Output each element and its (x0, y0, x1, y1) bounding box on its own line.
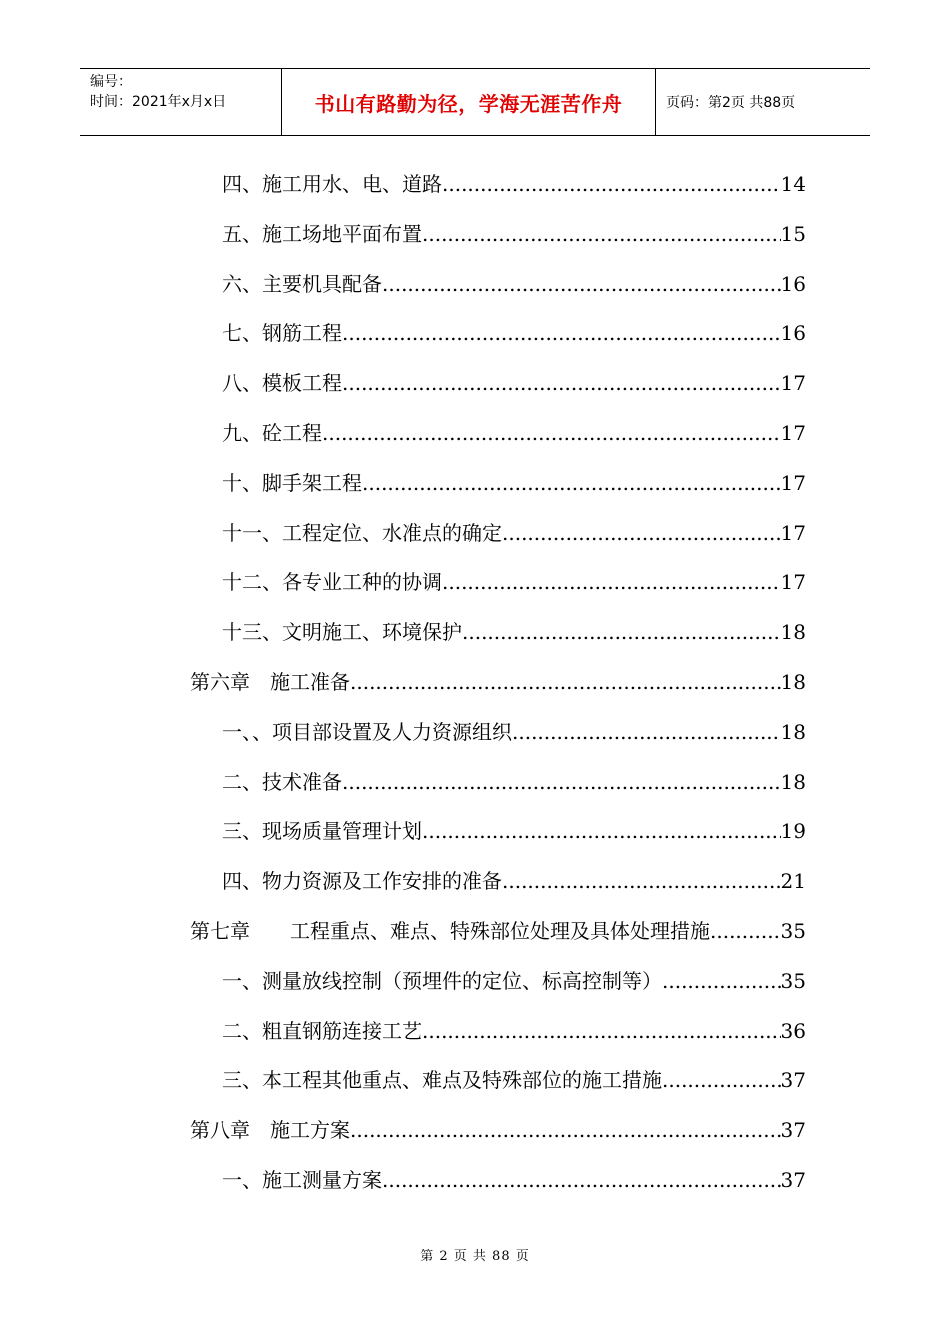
toc-entry-page: 17 (780, 420, 806, 445)
toc-entry-page: 14 (780, 172, 806, 196)
toc-entry-page: 37 (780, 1167, 806, 1192)
toc-entry-title: 七、钢筋工程 (222, 321, 342, 346)
toc-entry-title: 第七章 工程重点、难点、特殊部位处理及具体处理措施 (190, 918, 710, 943)
toc-entry-page: 36 (780, 1018, 806, 1043)
toc-entry-page: 15 (780, 221, 806, 246)
toc-entry-title: 四、施工用水、电、道路 (222, 172, 442, 196)
toc-entry-page: 17 (780, 520, 806, 545)
toc-entry[interactable] (190, 409, 806, 459)
toc-entry[interactable] (190, 1106, 806, 1156)
toc-entry[interactable] (190, 160, 806, 210)
toc-entry[interactable] (190, 309, 806, 359)
toc-leader-dots (382, 260, 781, 310)
toc-entry-title: 四、物力资源及工作安排的准备 (222, 869, 502, 894)
page-header (80, 68, 870, 136)
toc-leader-dots (342, 758, 781, 808)
toc-entry-title: 第八章 施工方案 (190, 1118, 350, 1143)
time-label: 时间：2021年x月x日 (90, 94, 227, 110)
toc-entry-title: 一、施工测量方案 (222, 1167, 382, 1192)
toc-entry-title: 三、本工程其他重点、难点及特殊部位的施工措施 (222, 1068, 662, 1093)
header-motto: 书山有路勤为径，学海无涯苦作舟 (282, 69, 656, 135)
toc-leader-dots (342, 359, 781, 409)
toc-entry-title: 八、模板工程 (222, 371, 342, 396)
toc-leader-dots (442, 160, 781, 210)
toc-leader-dots (502, 857, 781, 907)
toc-leader-dots (710, 907, 781, 957)
toc-entry-title: 十、脚手架工程 (222, 470, 362, 495)
toc-entry[interactable] (190, 658, 806, 708)
toc-leader-dots (422, 1007, 781, 1057)
toc-entry-page: 16 (780, 271, 806, 296)
toc-leader-dots (382, 1156, 781, 1206)
toc-entry-title: 九、砼工程 (222, 420, 322, 445)
toc-leader-dots (662, 957, 781, 1007)
toc-entry-page: 17 (780, 371, 806, 396)
toc-entry[interactable] (190, 509, 806, 559)
header-meta (80, 69, 282, 135)
toc-leader-dots (662, 1056, 781, 1106)
toc-entry[interactable] (190, 210, 806, 260)
toc-entry-page: 17 (780, 470, 806, 495)
toc-entry-title: 十一、工程定位、水准点的确定 (222, 520, 502, 545)
toc-entry[interactable] (190, 608, 806, 658)
toc-entry-title: 五、施工场地平面布置 (222, 221, 422, 246)
toc-entry-title: 一、测量放线控制（预埋件的定位、标高控制等） (222, 968, 662, 993)
toc-entry[interactable] (190, 957, 806, 1007)
toc-entry-title: 一、、项目部设置及人力资源组织 (222, 719, 512, 744)
toc-leader-dots (322, 409, 781, 459)
toc-entry-title: 十三、文明施工、环境保护 (222, 620, 462, 645)
toc-entry[interactable] (190, 459, 806, 509)
toc-entry[interactable] (190, 260, 806, 310)
toc-entry-title: 二、技术准备 (222, 769, 342, 794)
toc-entry[interactable] (190, 1156, 806, 1206)
toc-entry-page: 18 (780, 620, 806, 645)
toc-leader-dots (342, 309, 781, 359)
toc-entry-title: 六、主要机具配备 (222, 271, 382, 296)
toc-leader-dots (442, 558, 781, 608)
toc-leader-dots (350, 1106, 781, 1156)
toc-entry[interactable] (190, 857, 806, 907)
toc-entry-page: 19 (780, 819, 806, 844)
toc-entry-page: 35 (780, 968, 806, 993)
table-of-contents (190, 160, 806, 1206)
number-label: 编号： (90, 74, 132, 90)
toc-entry[interactable] (190, 708, 806, 758)
toc-entry[interactable] (190, 1056, 806, 1106)
toc-leader-dots (502, 509, 781, 559)
toc-entry[interactable] (190, 359, 806, 409)
toc-entry-page: 35 (780, 918, 806, 943)
toc-entry-page: 37 (780, 1118, 806, 1143)
toc-entry-page: 18 (780, 769, 806, 794)
toc-entry-title: 三、现场质量管理计划 (222, 819, 422, 844)
toc-entry-title: 二、粗直钢筋连接工艺 (222, 1018, 422, 1043)
toc-leader-dots (422, 807, 781, 857)
page-footer: 第 2 页 共 88 页 (420, 1249, 530, 1264)
toc-entry[interactable] (190, 1007, 806, 1057)
toc-entry-title: 十二、各专业工种的协调 (222, 570, 442, 595)
header-page-info: 页码：第2页 共88页 (666, 95, 796, 111)
toc-entry-page: 21 (780, 869, 806, 894)
toc-leader-dots (422, 210, 781, 260)
toc-leader-dots (462, 608, 781, 658)
toc-entry-page: 37 (780, 1068, 806, 1093)
toc-entry[interactable] (190, 758, 806, 808)
toc-leader-dots (350, 658, 781, 708)
toc-entry[interactable] (190, 907, 806, 957)
toc-entry-page: 17 (780, 570, 806, 595)
toc-entry[interactable] (190, 807, 806, 857)
toc-entry-page: 18 (780, 719, 806, 744)
toc-entry-title: 第六章 施工准备 (190, 669, 350, 694)
toc-entry-page: 18 (780, 669, 806, 694)
toc-entry-page: 16 (780, 321, 806, 346)
toc-entry[interactable] (190, 558, 806, 608)
toc-leader-dots (362, 459, 781, 509)
toc-leader-dots (512, 708, 781, 758)
